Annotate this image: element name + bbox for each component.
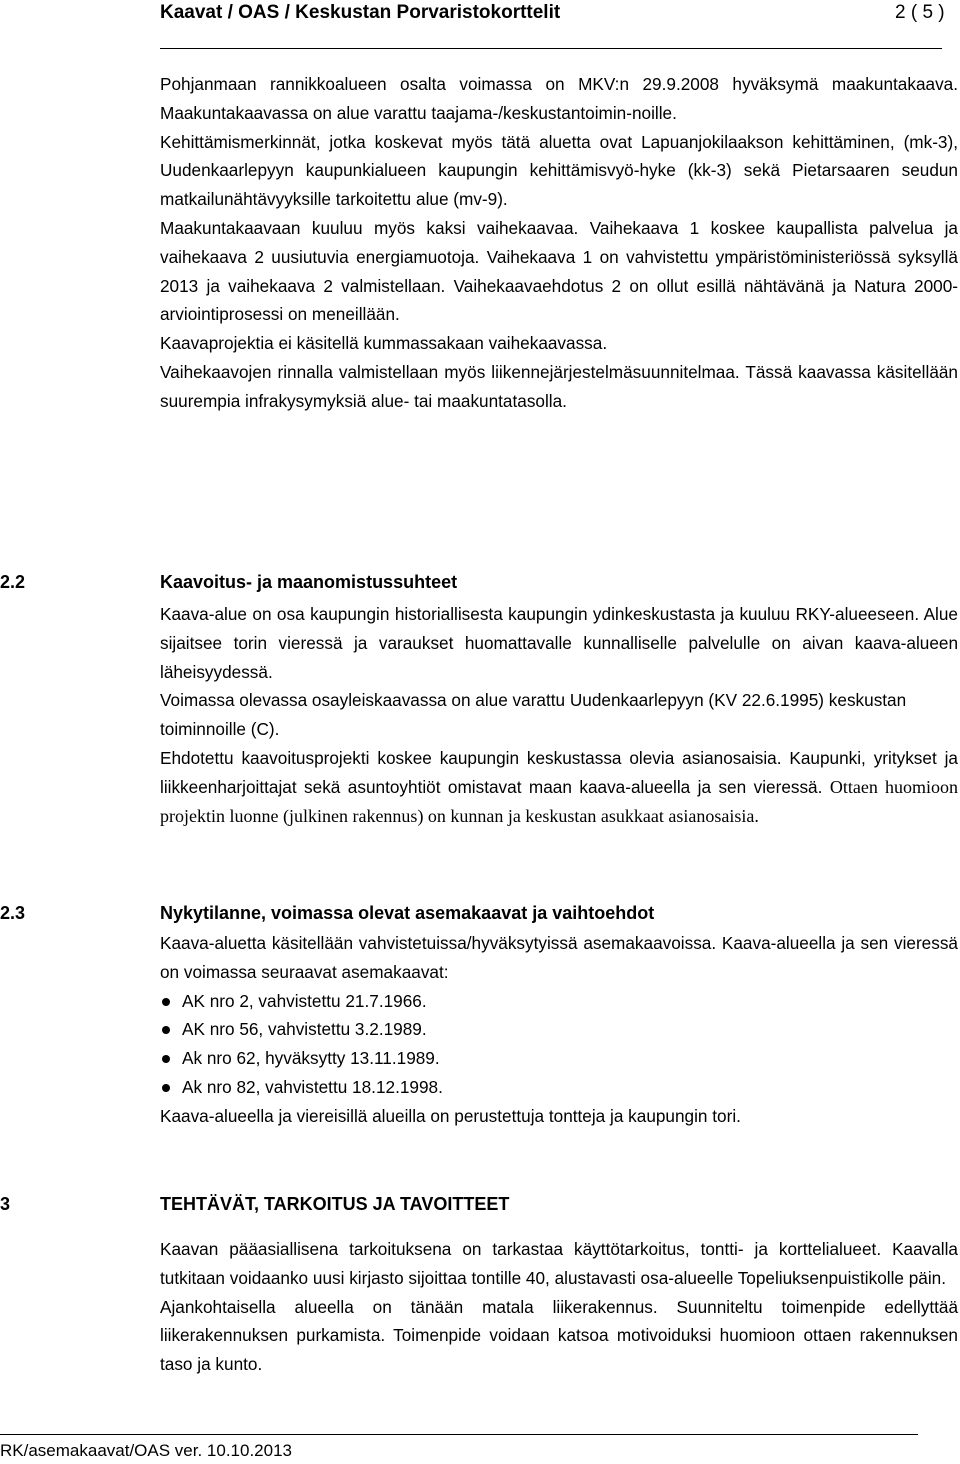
header-title: Kaavat / OAS / Keskustan Porvaristokorttelit xyxy=(160,2,561,23)
section-2-3-paragraph-2: Kaava-alueella ja viereisillä alueilla on perustettuja tontteja ja kaupungin tori. xyxy=(160,1105,741,1126)
intro-paragraph-2: Kehittämismerkinnät, jotka koskevat myös tätä aluetta ovat Lapuanjokilaakson kehittäminen, (mk-3), Uudenkaarlepyyn kaupunkialueen kaupungin kehittämisvyö-hyke (kk-3) sekä Pietarsaaren seudun matkailunähtävyyksille tarkoitettu alue (mv-9). xyxy=(160,131,958,210)
section-3-paragraph-2: Ajankohtaisella alueella on tänään matala liikerakennus. Suunniteltu toimenpide edellyttää liikerakennuksen purkamista. Toimenpide voidaan katsoa motivoiduksi huomioon ottaen rakennuksen taso ja kunto. xyxy=(160,1296,958,1375)
footer-rule xyxy=(0,1434,918,1435)
section-3-body xyxy=(160,1235,958,1379)
section-2-2-body xyxy=(160,600,958,830)
intro-paragraph-5: Vaihekaavojen rinnalla valmistellaan myös liikennejärjestelmäsuunnitelmaa. Tässä kaavassa käsitellään suurempia infrakysymyksiä alue- tai maakuntatasolla. xyxy=(160,361,958,411)
page-number: 2 ( 5 ) xyxy=(895,2,945,23)
section-2-3-body xyxy=(160,929,958,1131)
list-item: AK nro 2, vahvistettu 21.7.1966. xyxy=(160,987,958,1016)
section-2-2-paragraph-3: Ehdotettu kaavoitusprojekti koskee kaupungin keskustassa olevia asianosaisia. Kaupunki, yritykset ja liikkeenharjoittajat sekä asuntoyhtiöt omistavat maan kaava-alueella ja sen vieressä. xyxy=(160,747,958,797)
list-item: AK nro 56, vahvistettu 3.2.1989. xyxy=(160,1015,958,1044)
section-2-2-paragraph-2: Voimassa olevassa osayleiskaavassa on alue varattu Uudenkaarlepyyn (KV 22.6.1995) keskustan toiminnoille (C). xyxy=(160,690,907,740)
intro-paragraph-4: Kaavaprojektia ei käsitellä kummassakaan vaihekaavassa. xyxy=(160,333,608,354)
section-2-2-number: 2.2 xyxy=(0,572,26,592)
zoning-plan-list xyxy=(160,987,958,1102)
section-2-3-number: 2.3 xyxy=(0,903,26,923)
list-item: Ak nro 82, vahvistettu 18.12.1998. xyxy=(160,1073,958,1102)
section-2-2-title: Kaavoitus- ja maanomistussuhteet xyxy=(160,572,458,592)
section-3-number: 3 xyxy=(0,1194,11,1214)
intro-paragraph-1: Pohjanmaan rannikkoalueen osalta voimassa on MKV:n 29.9.2008 hyväksymä maakuntakaava. Maakuntakaavassa on alue varattu taajama-/keskustantoimin-noille. xyxy=(160,74,958,123)
header-rule xyxy=(160,48,942,49)
section-3-title: TEHTÄVÄT, TARKOITUS JA TAVOITTEET xyxy=(160,1194,510,1214)
intro-block xyxy=(160,70,958,416)
intro-paragraph-3: Maakuntakaavaan kuuluu myös kaksi vaihekaavaa. Vaihekaava 1 koskee kaupallista palvelua ja vaihekaava 2 uusiutuvia energiamuotoja. Vaihekaava 1 on vahvistettu ympäristöministeriössä syksyllä 2013 ja vaihekaava 2 valmistellaan. Vaihekaavaehdotus 2 on ollut esillä nähtävänä ja Natura 2000-arviointiprosessi on meneillään. xyxy=(160,217,958,325)
section-2-2-paragraph-1: Kaava-alue on osa kaupungin historiallisesta kaupungin ydinkeskustasta ja kuuluu RKY-alueeseen. Alue sijaitsee torin vieressä ja varaukset huomattavalle kunnalliselle palvelulle on aivan kaava-alueen läheisyydessä. xyxy=(160,604,958,682)
list-item: Ak nro 62, hyväksytty 13.11.1989. xyxy=(160,1044,958,1073)
section-2-3-title: Nykytilanne, voimassa olevat asemakaavat ja vaihtoehdot xyxy=(160,903,655,923)
section-2-2-paragraph-3b: Ottaen huomioon projektin luonne (julkinen rakennus) on kunnan ja keskustan asukkaat asianosaisia. xyxy=(160,776,959,826)
section-2-3-paragraph-1: Kaava-aluetta käsitellään vahvistetuissa/hyväksytyissä asemakaavoissa. Kaava-alueella ja sen vieressä on voimassa seuraavat asemakaavat: xyxy=(160,933,958,982)
footer-text: RK/asemakaavat/OAS ver. 10.10.2013 xyxy=(0,1441,293,1460)
section-3-paragraph-1: Kaavan pääasiallisena tarkoituksena on tarkastaa käyttötarkoitus, tontti- ja korttelialueet. Kaavalla tutkitaan voidaanko uusi kirjasto sijoittaa tontille 40, alustavasti osa-alueelle Topeliuksenpuistikolle päin. xyxy=(160,1239,958,1288)
